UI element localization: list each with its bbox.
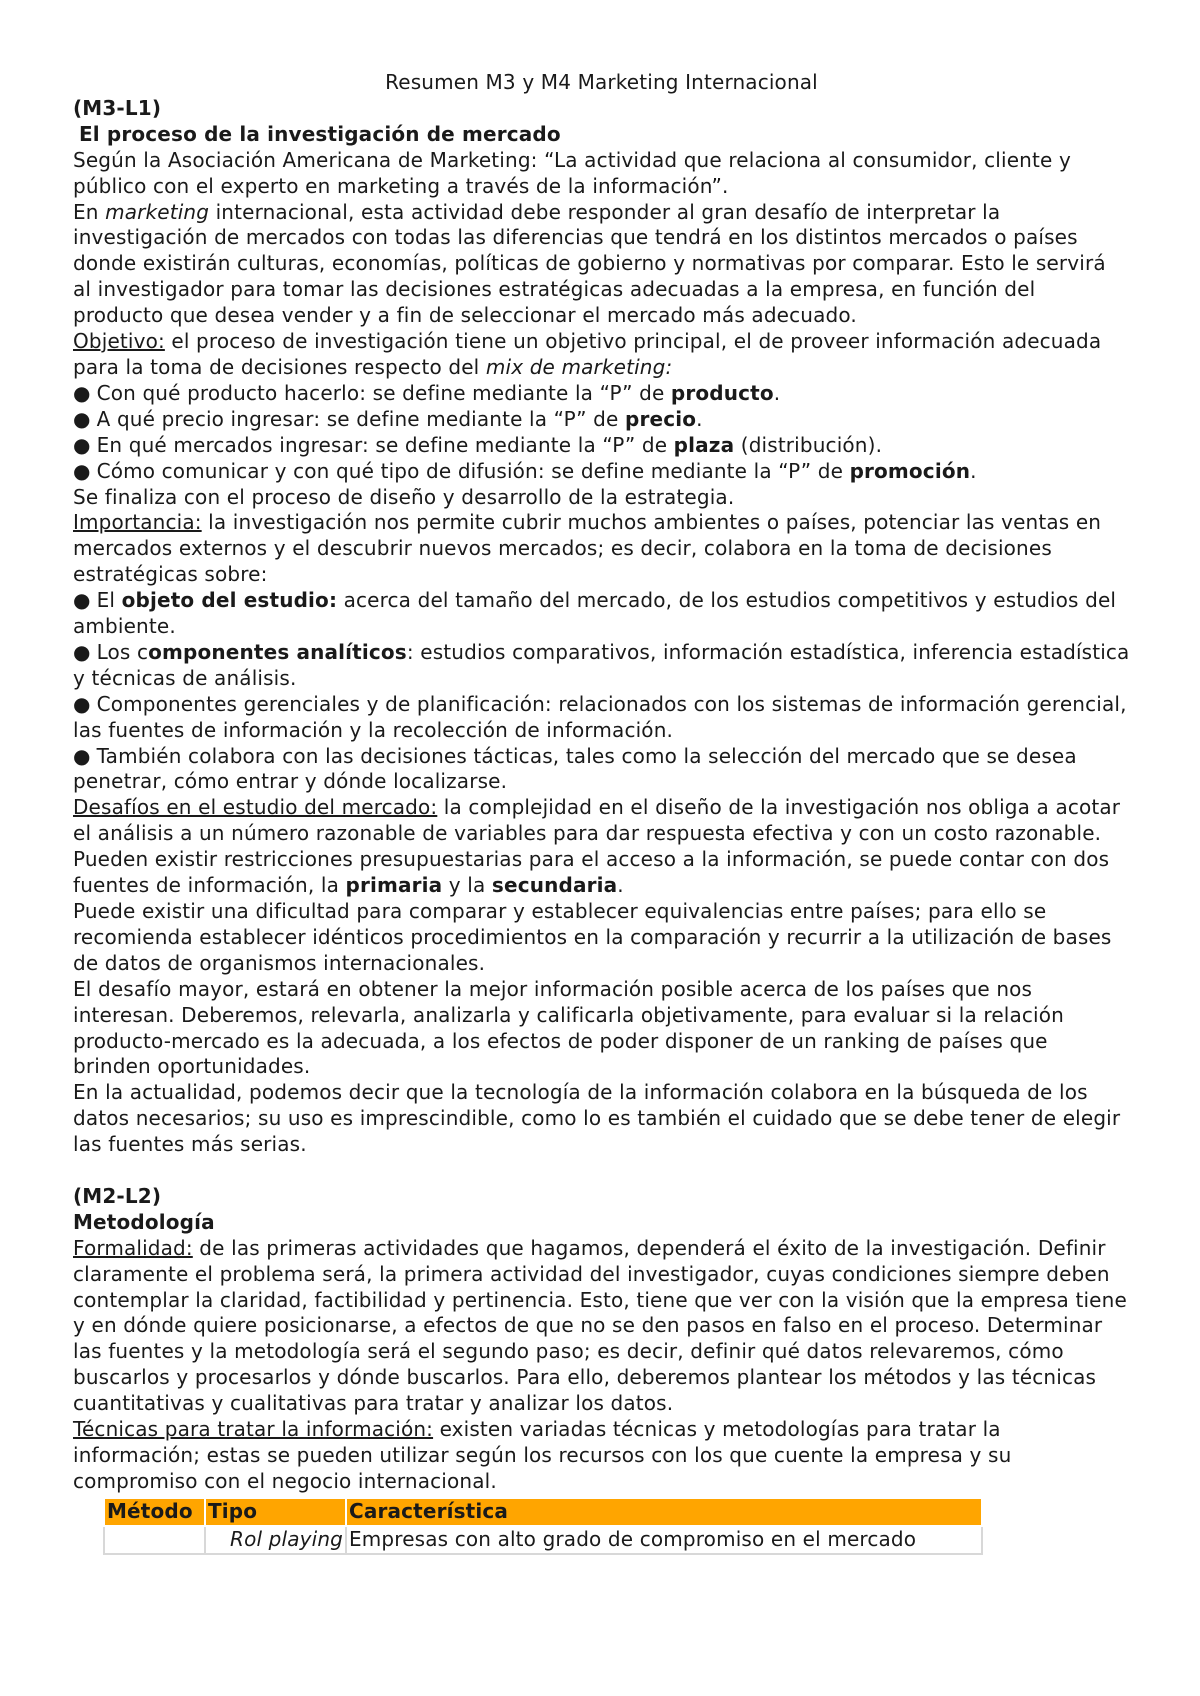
paragraph-importancia: Importancia: la investigación nos permite cubrir muchos ambientes o países, potenciar las ventas en mercados externos y el descubrir nuevos mercados; es decir, colabora en la toma de decisiones estratégicas sobre: xyxy=(73,510,1102,587)
section-heading-investigacion: El proceso de la investigación de mercado xyxy=(79,121,561,146)
paragraph-formalidad: Formalidad: de las primeras actividades que hagamos, dependerá el éxito de la investigación. Definir claramente el problema será, la primera actividad del investigador, cuyas condiciones siempre deben contemplar la claridad, factibilidad y pertinencia. Esto, tiene que ver con la visión que la empresa tiene y en dónde quiere posicionarse, a efectos de que no se den pasos en falso en el proceso. Determinar las fuentes y la metodología será el segundo paso; es decir, definir qué datos relevaremos, cómo buscarlos y procesarlos y dónde buscarlos. Para ello, deberemos plantear los métodos y las técnicas cuantitativas y cualitativas para tratar y analizar los datos. xyxy=(73,1235,1127,1416)
blank-line xyxy=(73,1158,1130,1184)
bullet-plaza: ● En qué mercados ingresar: se define mediante la “P” de plaza (distribución). xyxy=(73,433,1130,459)
label-objetivo: Objetivo: xyxy=(73,329,165,354)
bullet-precio: ● A qué precio ingresar: se define mediante la “P” de precio. xyxy=(73,407,1130,433)
label-formalidad: Formalidad: xyxy=(73,1235,193,1260)
paragraph-tecnicas: Técnicas para tratar la información: existen variadas técnicas y metodologías para tratar la información; estas se pueden utilizar según los recursos con los que cuente la empresa y su compromiso con el negocio internacional. xyxy=(73,1417,1012,1493)
paragraph-objetivo: Objetivo: el proceso de investigación tiene un objetivo principal, el de proveer información adecuada para la toma de decisiones respecto del mix de marketing: xyxy=(73,329,1102,379)
methods-table xyxy=(103,1497,983,1555)
cell-tipo: Rol playing xyxy=(205,1526,346,1554)
table-header-row xyxy=(104,1498,982,1526)
bullet-componentes-gerenciales: ● Componentes gerenciales y de planificación: relacionados con los sistemas de información gerencial, las fuentes de información y la recolección de información. xyxy=(73,692,1130,744)
paragraph-definition: Según la Asociación Americana de Marketing: “La actividad que relaciona al consumidor, cliente y público con el experto en marketing a través de la información”. xyxy=(73,147,1071,198)
bullet-componentes-analiticos: ● Los componentes analíticos: estudios comparativos, información estadística, inferencia estadística y técnicas de análisis. xyxy=(73,640,1130,692)
cell-caracteristica: Empresas con alto grado de compromiso en el mercado xyxy=(346,1526,982,1554)
label-desafios: Desafíos en el estudio del mercado: xyxy=(73,795,438,820)
label-tecnicas: Técnicas para tratar la información: xyxy=(73,1417,434,1442)
emphasis-marketing: marketing xyxy=(105,199,210,224)
paragraph-marketing-internacional: En marketing internacional, esta actividad debe responder al gran desafío de interpretar la investigación de mercados con todas las diferencias que tendrá en los distintos mercados o países donde existirán culturas, economías, políticas de gobierno y normativas por comparar. Esto le servirá al investigador para tomar las decisiones estratégicas adecuadas a la empresa, en función del producto que desea vender y a fin de seleccionar el mercado más adecuado. xyxy=(73,199,1106,328)
document-title: Resumen M3 y M4 Marketing Internacional xyxy=(385,70,818,94)
bullet-producto: ● Con qué producto hacerlo: se define mediante la “P” de producto. xyxy=(73,381,1130,407)
emphasis-mix-marketing: mix de marketing: xyxy=(485,354,673,379)
table-row xyxy=(104,1526,982,1554)
paragraph-desafio-mayor: El desafío mayor, estará en obtener la mejor información posible acerca de los países que nos interesan. Deberemos, relevarla, analizarla y calificarla objetivamente, para evaluar si la relación producto-mercado es la adecuada, a los efectos de poder disponer de un ranking de países que brinden oportunidades. xyxy=(73,976,1064,1079)
paragraph-estrategia: Se finaliza con el proceso de diseño y desarrollo de la estrategia. xyxy=(73,484,735,509)
bullet-decisiones-tacticas: ● También colabora con las decisiones tácticas, tales como la selección del mercado que se desea penetrar, cómo entrar y dónde localizarse. xyxy=(73,744,1130,796)
header-caracteristica: Característica xyxy=(346,1498,982,1526)
paragraph-restricciones: Pueden existir restricciones presupuestarias para el acceso a la información, se puede contar con dos fuentes de información, la primaria y la secundaria. xyxy=(73,847,1110,898)
paragraph-tecnologia: En la actualidad, podemos decir que la tecnología de la información colabora en la búsqueda de los datos necesarios; su uso es imprescindible, como lo es también el cuidado que se debe tener de elegir las fuentes más serias. xyxy=(73,1080,1121,1157)
paragraph-equivalencias: Puede existir una dificultad para comparar y establecer equivalencias entre países; para ello se recomienda establecer idénticos procedimientos en la comparación y recurrir a la utilización de bases de datos de organismos internacionales. xyxy=(73,899,1112,975)
header-metodo: Método xyxy=(104,1498,205,1526)
bullet-promocion: ● Cómo comunicar y con qué tipo de difusión: se define mediante la “P” de promoción. xyxy=(73,459,1130,485)
header-tipo: Tipo xyxy=(205,1498,346,1526)
section-code-m2-l2: (M2-L2) xyxy=(73,1183,162,1208)
label-importancia: Importancia: xyxy=(73,510,202,535)
section-code-m3-l1: (M3-L1) xyxy=(73,95,162,120)
paragraph-desafios: Desafíos en el estudio del mercado: la complejidad en el diseño de la investigación nos obliga a acotar el análisis a un número razonable de variables para dar respuesta efectiva y con un costo razonable. xyxy=(73,795,1121,846)
cell-metodo xyxy=(104,1526,205,1554)
section-heading-metodologia: Metodología xyxy=(73,1209,215,1234)
bullet-objeto-estudio: ● El objeto del estudio: acerca del tamaño del mercado, de los estudios competitivos y estudios del ambiente. xyxy=(73,588,1130,640)
